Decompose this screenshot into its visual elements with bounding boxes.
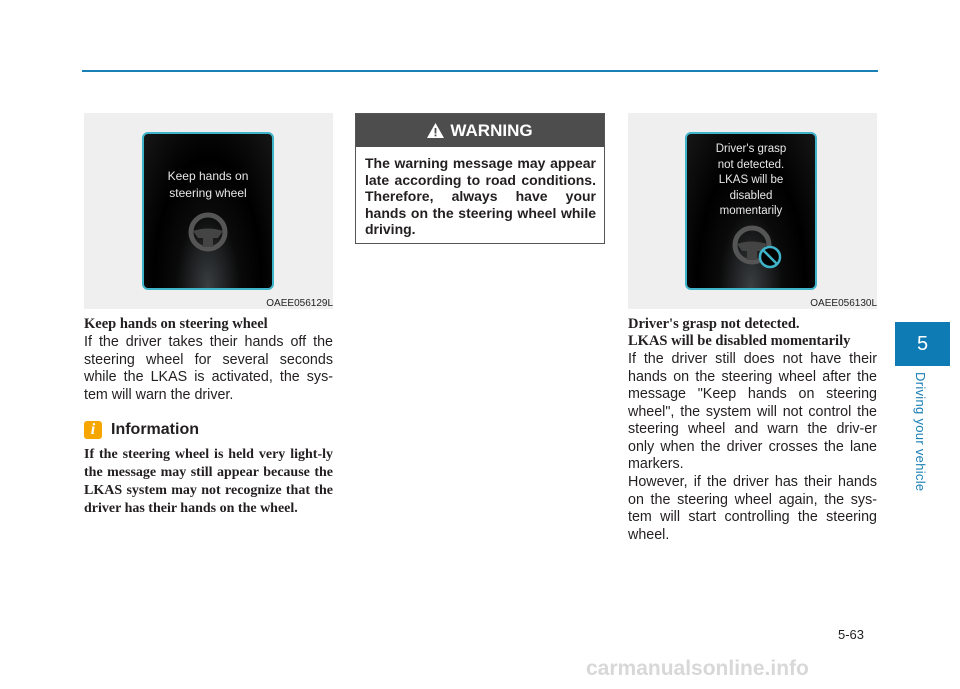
information-title: Information <box>111 421 199 438</box>
steering-wheel-icon <box>188 212 228 252</box>
section-heading <box>628 316 878 350</box>
heading-line: LKAS will be disabled momentarily <box>628 333 851 349</box>
cluster-screen <box>142 132 274 290</box>
warning-header <box>356 114 604 147</box>
screen-text: momentarily <box>719 205 783 217</box>
watermark: carmanualsonline.info <box>586 657 809 680</box>
information-text: If the steering wheel is held very light-ly the message may still appear because the LKAS system may not recognize that the driver has their hands on the wheel. <box>84 447 333 516</box>
body-text: If the driver takes their hands off the steering wheel for several seconds while the LKAS is activated, the sys-tem will warn the driver. <box>84 334 333 403</box>
chapter-tab: 5 <box>895 322 950 366</box>
chapter-title: Driving your vehicle <box>913 372 928 492</box>
warning-text: The warning message may appear late according to road conditions. Therefore, always have your hands on the steering wheel while driving. <box>365 155 596 237</box>
information-header <box>84 421 334 439</box>
screen-text: LKAS will be <box>718 174 784 186</box>
screen-text: Keep hands on <box>167 169 249 183</box>
section-heading: Keep hands on steering wheel <box>84 316 268 332</box>
warning-title: WARNING <box>450 120 533 140</box>
heading-line: Driver's grasp not detected. <box>628 316 800 332</box>
warning-triangle-icon <box>427 123 444 138</box>
screen-text: not detected. <box>717 158 785 171</box>
figure-grasp-not-detected <box>628 113 877 309</box>
page-number: 5-63 <box>838 627 865 642</box>
figure-code: OAEE056130L <box>810 298 877 309</box>
screen-text: disabled <box>729 189 773 202</box>
warning-box <box>355 113 605 244</box>
screen-text: Driver's grasp <box>715 143 787 155</box>
body-text: If the driver still does not have their hands on the steering wheel after the message "Keep hands on steering wheel", the system will not control the steering wheel and warn the driv-er only when the driver crosses the lane markers. <box>628 351 877 472</box>
body-text: However, if the driver has their hands on the steering wheel again, the sys-tem will start controlling the steering wheel. <box>628 474 877 543</box>
figure-code: OAEE056129L <box>266 298 333 309</box>
screen-text: steering wheel <box>169 186 247 200</box>
figure-keep-hands <box>84 113 333 309</box>
header-rule <box>82 70 878 72</box>
cluster-screen <box>685 132 817 290</box>
info-icon: i <box>84 421 102 439</box>
steering-wheel-disabled-icon <box>732 225 784 269</box>
